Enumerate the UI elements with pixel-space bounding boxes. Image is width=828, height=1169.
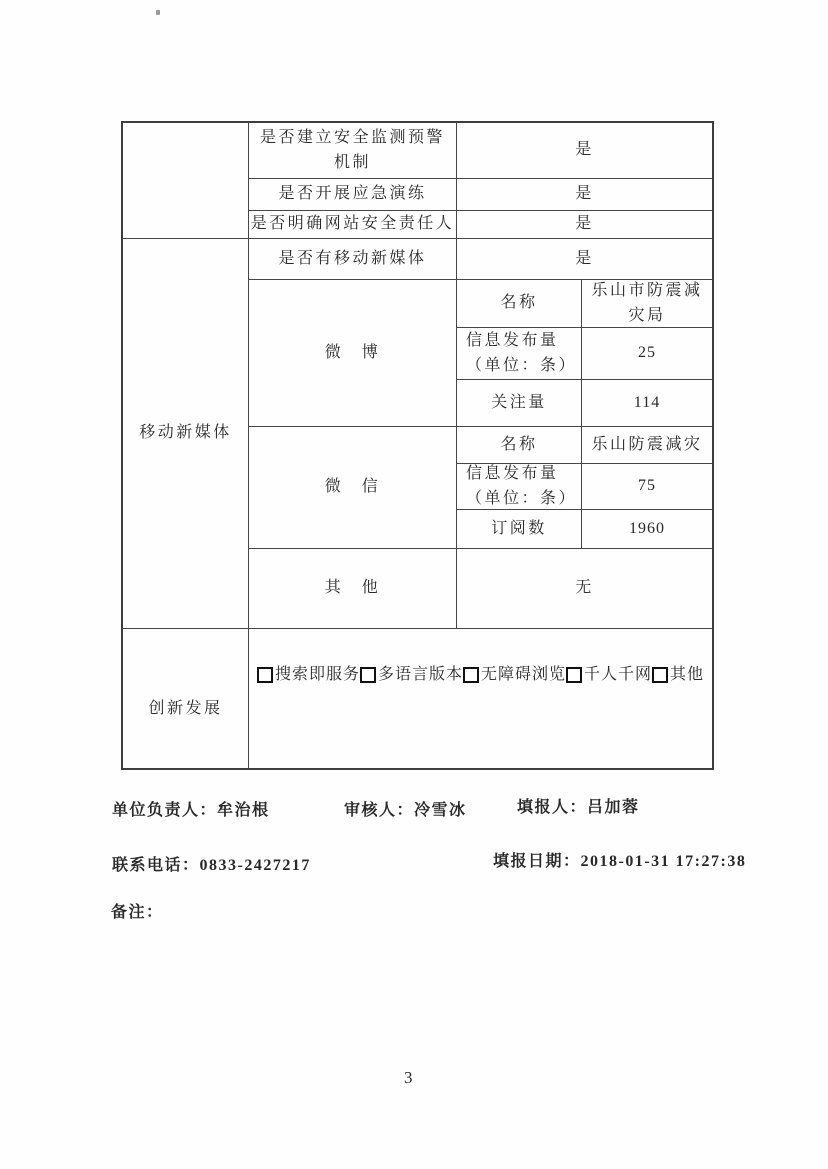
- value-text: 是: [575, 249, 594, 267]
- cell-weibo: [249, 280, 457, 427]
- label-text: 订阅数: [491, 519, 547, 537]
- value-text: 是: [575, 215, 594, 233]
- checkbox-icon[interactable]: [652, 667, 668, 683]
- option-label: 搜索即服务: [274, 666, 360, 684]
- label-text: 名称: [500, 435, 538, 453]
- label-text: 是否开展应急演练: [278, 185, 427, 203]
- value-text: 1960: [629, 519, 665, 537]
- checkbox-icon[interactable]: [257, 667, 273, 683]
- cell-wechat-subs-value: [582, 510, 712, 549]
- cell-weibo-posts-label: [457, 328, 582, 380]
- cell-category-mobile-media: [123, 239, 249, 629]
- scan-artifact-dot: [156, 10, 160, 15]
- label-line: 是否建立安全监测预警: [259, 128, 445, 146]
- value-text: 是: [575, 141, 594, 159]
- remarks-field: [111, 899, 164, 922]
- unit-manager-name: 牟治根: [217, 802, 270, 819]
- filler-label: 填报人：: [517, 799, 588, 816]
- cell-label-security-officer: [249, 211, 457, 239]
- filler-field: [517, 794, 640, 817]
- category-text: 移动新媒体: [139, 424, 232, 442]
- cell-weibo-name-label: [457, 280, 582, 328]
- report-date-field: [493, 848, 746, 871]
- report-table: [121, 121, 714, 770]
- cell-label-has-mobile-media: [249, 239, 457, 280]
- innovation-checkbox-row: [257, 663, 704, 688]
- option-thousand-sites: [566, 663, 652, 688]
- reviewer-label: 审核人：: [344, 802, 415, 819]
- cell-weibo-posts-value: [582, 328, 712, 380]
- cell-wechat-name-label: [457, 427, 582, 464]
- option-accessibility: [463, 663, 566, 688]
- value-text: 114: [633, 393, 661, 411]
- cell-label-security-monitor: [249, 123, 457, 179]
- value-text: 75: [638, 477, 656, 495]
- label-text: 其 他: [324, 579, 381, 597]
- option-label: 多语言版本: [377, 666, 463, 684]
- label-line: 信息发布量: [466, 464, 559, 482]
- label-line: 信息发布量: [466, 331, 559, 349]
- contact-phone-number: 0833-2427217: [199, 857, 311, 874]
- contact-phone-label: 联系电话：: [112, 857, 200, 874]
- cell-wechat: [249, 427, 457, 549]
- cell-other-media-label: [249, 549, 457, 629]
- reviewer-name: 冷雪冰: [414, 802, 467, 819]
- category-text: 创新发展: [148, 700, 223, 718]
- reviewer-field: [344, 797, 467, 820]
- cell-weibo-name-value: [582, 280, 712, 328]
- cell-wechat-posts-value: [582, 464, 712, 510]
- cell-value-security-officer: [457, 211, 712, 239]
- cell-weibo-followers-label: [457, 380, 582, 427]
- cell-value-security-monitor: [457, 123, 712, 179]
- page-number: [404, 1068, 413, 1088]
- value-text: 25: [638, 344, 656, 362]
- label-line: （单位：条）: [466, 489, 578, 507]
- weibo-label: 微 博: [324, 343, 381, 361]
- label-text: 关注量: [491, 393, 547, 411]
- unit-manager-field: [112, 797, 270, 820]
- cell-wechat-subs-label: [457, 510, 582, 549]
- value-text: 无: [575, 579, 594, 597]
- contact-phone-field: [112, 852, 311, 875]
- unit-manager-label: 单位负责人：: [112, 802, 218, 819]
- cell-wechat-name-value: [582, 427, 712, 464]
- remarks-label: 备注：: [111, 904, 164, 921]
- value-text: 乐山市防震减灾局: [591, 281, 703, 324]
- option-other: [652, 663, 704, 688]
- label-line: （单位：条）: [466, 356, 578, 374]
- cell-category-empty: [123, 123, 249, 239]
- cell-wechat-posts-label: [457, 464, 582, 510]
- cell-label-emergency-drill: [249, 179, 457, 211]
- option-label: 无障碍浏览: [480, 666, 566, 684]
- label-line: 机制: [333, 153, 371, 171]
- label-text: 是否明确网站安全责任人: [250, 215, 455, 233]
- report-date-label: 填报日期：: [493, 853, 581, 870]
- checkbox-icon[interactable]: [360, 667, 376, 683]
- option-label: 其他: [670, 666, 705, 684]
- label-text: 是否有移动新媒体: [278, 249, 427, 267]
- wechat-label: 微 信: [324, 478, 381, 496]
- option-label: 千人千网: [584, 666, 653, 684]
- label-text: 名称: [500, 294, 538, 312]
- report-date-value: 2018-01-31 17:27:38: [580, 853, 747, 870]
- cell-weibo-followers-value: [582, 380, 712, 427]
- value-text: 是: [575, 185, 594, 203]
- checkbox-icon[interactable]: [463, 667, 479, 683]
- cell-value-has-mobile-media: [457, 239, 712, 280]
- cell-innovation-options: [249, 629, 712, 768]
- value-text: 乐山防震减灾: [591, 435, 703, 453]
- option-search-service: [257, 663, 360, 688]
- page-number-text: 3: [404, 1068, 413, 1087]
- filler-name: 吕加蓉: [587, 799, 640, 816]
- cell-category-innovation: [123, 629, 249, 768]
- option-multilingual: [360, 663, 463, 688]
- cell-other-media-value: [457, 549, 712, 629]
- checkbox-icon[interactable]: [566, 667, 582, 683]
- cell-value-emergency-drill: [457, 179, 712, 211]
